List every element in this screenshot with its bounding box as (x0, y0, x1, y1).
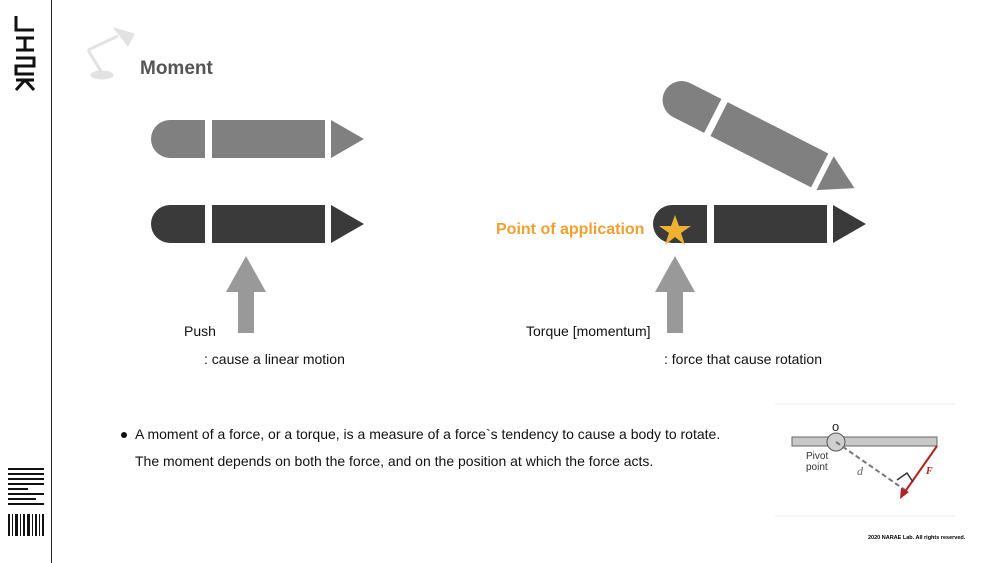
push-description: : cause a linear motion (204, 351, 345, 367)
pivot-label-line-1: Pivot (806, 451, 829, 462)
torque-arrow (655, 256, 695, 333)
pencil-light-left (151, 120, 364, 158)
bullet-line-2: The moment depends on both the force, and on the position at which the force acts. (135, 453, 654, 469)
torque-description: : force that cause rotation (664, 351, 822, 367)
page-title: Moment (140, 58, 213, 79)
pencil-dark-right (653, 205, 866, 243)
pivot-o-label: o (832, 419, 840, 434)
torque-label: Torque [momentum] (526, 323, 651, 339)
bullet-dot (121, 432, 127, 438)
pencil-dark-left (151, 205, 364, 243)
point-of-application-label: Point of application (496, 221, 645, 238)
pencil-light-rotated (656, 74, 863, 205)
push-label: Push (184, 323, 216, 339)
bullet-line-1: A moment of a force, or a torque, is a measure of a force`s tendency to cause a body to rotate. (135, 426, 721, 442)
copyright-footer: 2020 NARAE Lab. All rights reserved. (868, 535, 966, 541)
distance-d-label: d (857, 464, 863, 478)
push-arrow (226, 256, 266, 333)
force-f-label: F (926, 466, 933, 477)
desk-lamp-icon (88, 28, 134, 79)
pivot-diagram (775, 404, 955, 516)
pivot-point-label (806, 451, 828, 473)
pivot-label-line-2: point (806, 462, 828, 473)
